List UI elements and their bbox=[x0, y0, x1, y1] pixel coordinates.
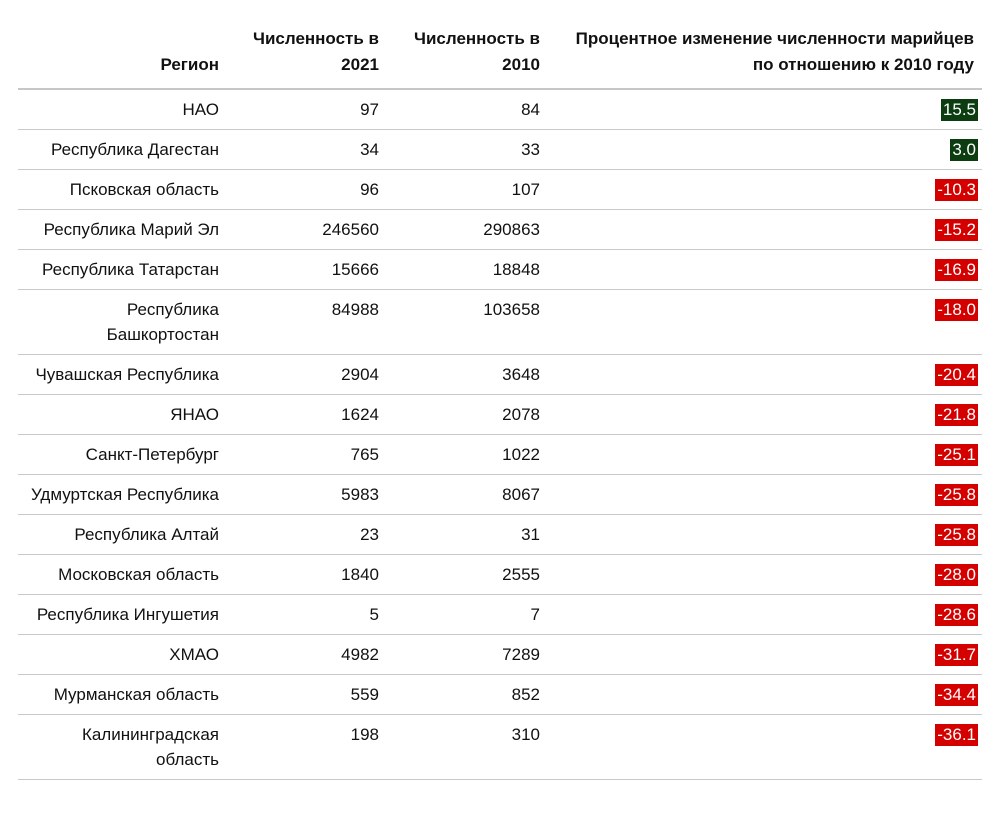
table-row bbox=[18, 395, 982, 435]
cell-count-2010: 18848 bbox=[387, 250, 548, 290]
percent-change-badge: -18.0 bbox=[937, 300, 976, 319]
cell-count-2010: 310 bbox=[387, 715, 548, 780]
table-header bbox=[18, 0, 982, 89]
cell-count-2010: 2078 bbox=[387, 395, 548, 435]
cell-region: Удмуртская Республика bbox=[18, 475, 227, 515]
percent-change-badge: 3.0 bbox=[952, 140, 976, 159]
percent-change-badge: -21.8 bbox=[937, 405, 976, 424]
cell-count-2021: 23 bbox=[227, 515, 387, 555]
cell-region: Республика Башкортостан bbox=[18, 290, 227, 355]
cell-count-2021: 34 bbox=[227, 130, 387, 170]
percent-change-badge: -15.2 bbox=[937, 220, 976, 239]
cell-percent-change bbox=[548, 675, 982, 715]
cell-region: Республика Алтай bbox=[18, 515, 227, 555]
cell-count-2010: 33 bbox=[387, 130, 548, 170]
cell-count-2021: 4982 bbox=[227, 635, 387, 675]
table-row bbox=[18, 555, 982, 595]
percent-change-badge: -36.1 bbox=[937, 725, 976, 744]
cell-count-2021: 1624 bbox=[227, 395, 387, 435]
table-row bbox=[18, 170, 982, 210]
cell-percent-change bbox=[548, 555, 982, 595]
table-row bbox=[18, 675, 982, 715]
header-percent-change-line1: Процентное изменение численности марийцев bbox=[575, 29, 974, 48]
cell-region: ЯНАО bbox=[18, 395, 227, 435]
cell-count-2021: 5 bbox=[227, 595, 387, 635]
table-body bbox=[18, 89, 982, 780]
header-region-label: Регион bbox=[160, 55, 219, 74]
header-count-2021-line1: Численность в bbox=[253, 29, 379, 48]
cell-count-2010: 2555 bbox=[387, 555, 548, 595]
cell-count-2021: 765 bbox=[227, 435, 387, 475]
table-row bbox=[18, 290, 982, 355]
percent-change-badge: -20.4 bbox=[937, 365, 976, 384]
cell-count-2021: 15666 bbox=[227, 250, 387, 290]
header-count-2021-line2: 2021 bbox=[341, 55, 379, 74]
table-row bbox=[18, 210, 982, 250]
header-region bbox=[18, 0, 227, 89]
table-row bbox=[18, 635, 982, 675]
header-count-2010 bbox=[387, 0, 548, 89]
cell-count-2010: 852 bbox=[387, 675, 548, 715]
cell-percent-change bbox=[548, 130, 982, 170]
percent-change-badge: -10.3 bbox=[937, 180, 976, 199]
mari-population-table bbox=[18, 0, 982, 780]
header-percent-change bbox=[548, 0, 982, 89]
cell-count-2021: 198 bbox=[227, 715, 387, 780]
table-row bbox=[18, 435, 982, 475]
cell-region: Чувашская Республика bbox=[18, 355, 227, 395]
table-row bbox=[18, 89, 982, 130]
cell-percent-change bbox=[548, 435, 982, 475]
table-row bbox=[18, 250, 982, 290]
cell-percent-change bbox=[548, 395, 982, 435]
table-row bbox=[18, 595, 982, 635]
cell-count-2010: 84 bbox=[387, 89, 548, 130]
cell-count-2010: 7 bbox=[387, 595, 548, 635]
header-count-2021 bbox=[227, 0, 387, 89]
cell-percent-change bbox=[548, 355, 982, 395]
cell-percent-change bbox=[548, 635, 982, 675]
percent-change-badge: -31.7 bbox=[937, 645, 976, 664]
cell-region: Калининградская область bbox=[18, 715, 227, 780]
cell-count-2021: 97 bbox=[227, 89, 387, 130]
percent-change-badge: -28.0 bbox=[937, 565, 976, 584]
cell-percent-change bbox=[548, 475, 982, 515]
header-percent-change-line2: по отношению к 2010 году bbox=[752, 55, 974, 74]
cell-count-2021: 96 bbox=[227, 170, 387, 210]
cell-count-2010: 8067 bbox=[387, 475, 548, 515]
cell-percent-change bbox=[548, 290, 982, 355]
cell-count-2010: 1022 bbox=[387, 435, 548, 475]
percent-change-badge: -25.8 bbox=[937, 485, 976, 504]
cell-count-2021: 84988 bbox=[227, 290, 387, 355]
cell-region: НАО bbox=[18, 89, 227, 130]
cell-count-2010: 103658 bbox=[387, 290, 548, 355]
cell-region: Псковская область bbox=[18, 170, 227, 210]
cell-count-2010: 290863 bbox=[387, 210, 548, 250]
cell-count-2021: 5983 bbox=[227, 475, 387, 515]
table-row bbox=[18, 355, 982, 395]
cell-region: Республика Татарстан bbox=[18, 250, 227, 290]
header-row bbox=[18, 0, 982, 89]
table-row bbox=[18, 130, 982, 170]
cell-count-2010: 31 bbox=[387, 515, 548, 555]
percent-change-badge: -34.4 bbox=[937, 685, 976, 704]
header-count-2010-line1: Численность в bbox=[414, 29, 540, 48]
cell-percent-change bbox=[548, 515, 982, 555]
cell-percent-change bbox=[548, 210, 982, 250]
table-row bbox=[18, 515, 982, 555]
cell-count-2021: 1840 bbox=[227, 555, 387, 595]
cell-count-2010: 3648 bbox=[387, 355, 548, 395]
cell-percent-change bbox=[548, 715, 982, 780]
cell-count-2021: 246560 bbox=[227, 210, 387, 250]
cell-percent-change bbox=[548, 89, 982, 130]
percent-change-badge: -28.6 bbox=[937, 605, 976, 624]
cell-count-2010: 7289 bbox=[387, 635, 548, 675]
cell-count-2010: 107 bbox=[387, 170, 548, 210]
cell-region: Мурманская область bbox=[18, 675, 227, 715]
cell-region: Республика Марий Эл bbox=[18, 210, 227, 250]
table-row bbox=[18, 475, 982, 515]
cell-region: ХМАО bbox=[18, 635, 227, 675]
table-row bbox=[18, 715, 982, 780]
cell-region: Санкт-Петербург bbox=[18, 435, 227, 475]
percent-change-badge: -25.8 bbox=[937, 525, 976, 544]
cell-region: Республика Ингушетия bbox=[18, 595, 227, 635]
cell-region: Московская область bbox=[18, 555, 227, 595]
percent-change-badge: -16.9 bbox=[937, 260, 976, 279]
cell-percent-change bbox=[548, 250, 982, 290]
percent-change-badge: 15.5 bbox=[942, 100, 976, 119]
cell-percent-change bbox=[548, 170, 982, 210]
cell-count-2021: 559 bbox=[227, 675, 387, 715]
cell-percent-change bbox=[548, 595, 982, 635]
cell-count-2021: 2904 bbox=[227, 355, 387, 395]
percent-change-badge: -25.1 bbox=[937, 445, 976, 464]
header-count-2010-line2: 2010 bbox=[502, 55, 540, 74]
cell-region: Республика Дагестан bbox=[18, 130, 227, 170]
